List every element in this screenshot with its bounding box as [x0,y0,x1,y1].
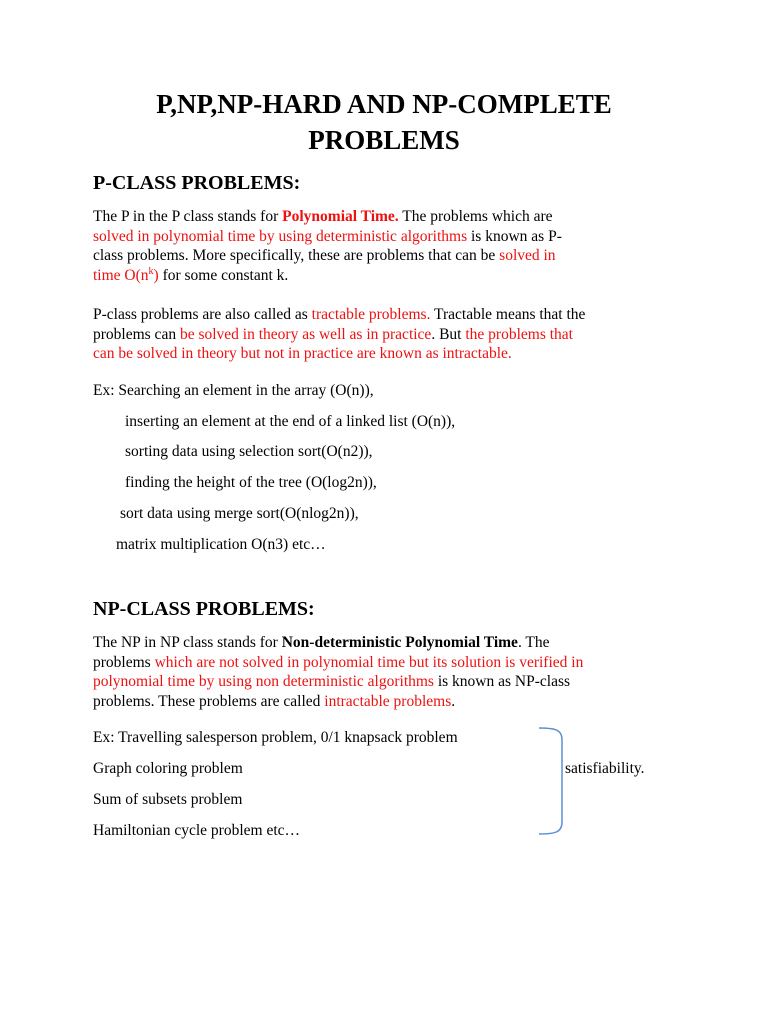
p-example-item: sorting data using selection sort(O(n2)), [125,443,373,460]
p1-line-2 [93,227,683,247]
title-line-1: P,NP,NP-HARD AND NP-COMPLETE [156,89,612,119]
np-line-2 [93,653,683,673]
np-example-item: Graph coloring problem [93,760,243,777]
p1-text: class problems. More specifically, these are problems that can be [93,247,500,264]
title-line-2: PROBLEMS [308,125,460,155]
np-example-item: Sum of subsets problem [93,791,243,808]
p2-highlight: be solved in theory as well as in practice [179,325,432,343]
np-line-3 [93,672,683,692]
p2-highlight: tractable problems. [311,306,431,323]
np-highlight: polynomial time by using non deterministic algorithms [93,673,434,690]
np-text: problems. These problems are called [93,692,325,710]
p-example-item: Ex: Searching an element in the array (O(n)), [93,382,374,399]
p-class-paragraph-2 [93,305,683,364]
right-bracket-shape [538,726,564,836]
p-class-paragraph-1 [93,207,683,285]
p2-highlight: can be solved in theory but not in practice are known as intractable. [93,345,512,362]
p2-text: P-class problems are also called as [93,306,312,323]
np-text: problems [93,653,155,671]
p-example-item: inserting an element at the end of a linked list (O(n)), [125,413,456,430]
p1-line-4 [93,266,683,286]
p2-text: . But [431,325,466,343]
p-example-item: matrix multiplication O(n3) etc… [116,536,326,553]
p1-line-1 [93,207,683,227]
p2-text: problems can [93,325,180,343]
np-highlight: which are not solved in polynomial time but its solution is verified in [154,653,584,671]
np-example-item: Ex: Travelling salesperson problem, 0/1 knapsack problem [93,729,458,746]
np-text: . The [517,634,550,651]
np-class-paragraph [93,633,683,711]
p2-line-2 [93,325,683,345]
p-class-heading: P-CLASS PROBLEMS: [93,172,301,194]
p1-text: The problems which are [398,208,553,225]
p1-highlight: time O(n [93,266,149,284]
p1-highlight: solved in [499,247,556,264]
np-time-term: Non-deterministic Polynomial Time [281,634,518,651]
np-text: . [451,692,456,710]
np-line-4 [93,692,683,712]
np-line-1 [93,633,683,653]
p2-highlight: the problems that [465,325,573,343]
p2-text: Tractable means that the [430,306,586,323]
p-example-item: finding the height of the tree (O(log2n)), [125,474,377,491]
np-text: is known as NP-class [433,673,571,690]
p1-highlight: ) [153,266,159,284]
exponent-k: k [148,265,154,277]
np-class-heading: NP-CLASS PROBLEMS: [93,598,315,620]
p2-line-3 [93,344,683,364]
np-example-item: Hamiltonian cycle problem etc… [93,822,301,839]
np-text: The NP in NP class stands for [93,634,282,651]
page-title [60,86,708,158]
np-highlight: intractable problems [324,692,452,710]
p-example-item: sort data using merge sort(O(nlog2n)), [120,505,359,522]
p2-line-1 [93,305,683,325]
p1-highlight: solved in polynomial time by using deterministic algorithms [93,227,468,245]
satisfiability-note: satisfiability. [565,760,645,777]
p1-text: The P in the P class stands for [93,208,283,225]
p1-text: is known as P- [467,227,562,245]
p1-line-3 [93,246,683,266]
p1-text: for some constant k. [158,266,289,284]
polynomial-time-term: Polynomial Time. [282,208,399,225]
